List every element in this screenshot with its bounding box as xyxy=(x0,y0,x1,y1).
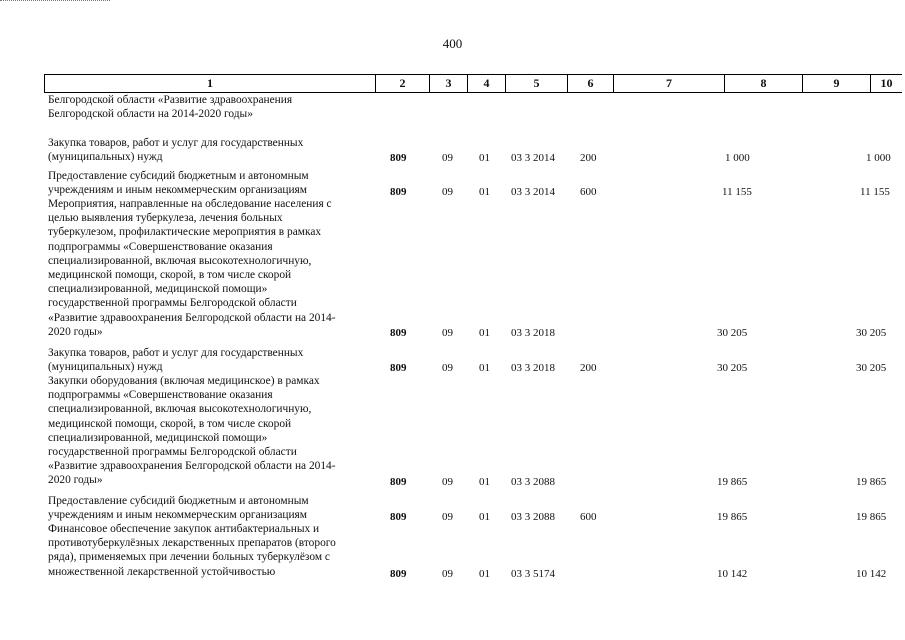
cell-code: 809 xyxy=(390,362,407,374)
cell-total: 19 865 xyxy=(856,511,887,523)
cell-section: 09 xyxy=(442,152,453,164)
cell-code: 809 xyxy=(390,152,407,164)
table-header xyxy=(44,74,902,93)
row-description: Белгородской области «Развитие здравоохранения Белгородской области на 2014-2020 годы» xyxy=(48,94,293,121)
cell-total: 30 205 xyxy=(856,362,887,374)
cell-sum: 30 205 xyxy=(717,327,748,339)
cell-section: 09 xyxy=(442,362,453,374)
row-description: Предоставление субсидий бюджетным и автономным учреждениям и иным некоммерческим организациям xyxy=(48,170,309,197)
scan-artifact-line xyxy=(0,0,110,3)
cell-total: 1 000 xyxy=(866,152,891,164)
cell-code: 809 xyxy=(390,568,407,580)
col-header-6: 6 xyxy=(568,75,614,92)
cell-section: 09 xyxy=(442,186,453,198)
cell-target: 03 3 2088 xyxy=(511,476,555,488)
cell-type: 200 xyxy=(580,362,597,374)
cell-sum: 19 865 xyxy=(717,511,748,523)
cell-sum: 11 155 xyxy=(722,186,752,198)
cell-total: 11 155 xyxy=(860,186,890,198)
cell-code: 809 xyxy=(390,327,407,339)
cell-target: 03 3 2014 xyxy=(511,186,555,198)
cell-type: 200 xyxy=(580,152,597,164)
row-description: Мероприятия, направленные на обследование населения с целью выявления туберкулеза, лечения больных туберкулезом, профилактические мероприятия в рамках подпрограммы «Совершенствование оказания специализированной, включая высокотехнологичную, медицинской помощи, скорой, в том числе скорой специализированной, медицинской помощи» государственной программы Белгородской области «Развитие здравоохранения Белгородской области на 2014- 2020 годы» xyxy=(48,198,336,338)
cell-section: 09 xyxy=(442,476,453,488)
col-header-4: 4 xyxy=(468,75,506,92)
row-description: Предоставление субсидий бюджетным и автономным учреждениям и иным некоммерческим организациям xyxy=(48,495,309,522)
cell-sum: 30 205 xyxy=(717,362,748,374)
col-header-7: 7 xyxy=(614,75,725,92)
cell-target: 03 3 2014 xyxy=(511,152,555,164)
cell-sum: 19 865 xyxy=(717,476,748,488)
cell-subsection: 01 xyxy=(479,152,490,164)
col-header-3: 3 xyxy=(430,75,468,92)
cell-target: 03 3 2018 xyxy=(511,327,555,339)
cell-subsection: 01 xyxy=(479,327,490,339)
cell-subsection: 01 xyxy=(479,476,490,488)
cell-subsection: 01 xyxy=(479,186,490,198)
row-description: Закупки оборудования (включая медицинское) в рамках подпрограммы «Совершенствование оказания специализированной, включая высокотехнологичную, медицинской помощи, скорой, в том числе скорой специализированной, медицинской помощи» государственной программы Белгородской области «Развитие здравоохранения Белгородской области на 2014- 2020 годы» xyxy=(48,375,336,487)
row-description: Финансовое обеспечение закупок антибактериальных и противотуберкулёзных лекарственных препаратов (второго ряда), применяемых при лечении больных туберкулёзом с множественной лекарственной устойчивостью xyxy=(48,523,336,578)
cell-target: 03 3 5174 xyxy=(511,568,555,580)
cell-section: 09 xyxy=(442,568,453,580)
row-description: Закупка товаров, работ и услуг для государственных (муниципальных) нужд xyxy=(48,347,304,374)
col-header-5: 5 xyxy=(506,75,568,92)
col-header-8: 8 xyxy=(725,75,803,92)
cell-total: 30 205 xyxy=(856,327,887,339)
row-description: Закупка товаров, работ и услуг для государственных (муниципальных) нужд xyxy=(48,137,304,164)
cell-subsection: 01 xyxy=(479,362,490,374)
col-header-2: 2 xyxy=(376,75,430,92)
cell-total: 10 142 xyxy=(856,568,887,580)
cell-code: 809 xyxy=(390,186,407,198)
cell-type: 600 xyxy=(580,186,597,198)
col-header-1: 1 xyxy=(45,75,376,92)
col-header-10: 10 xyxy=(880,76,893,90)
cell-target: 03 3 2018 xyxy=(511,362,555,374)
cell-total: 19 865 xyxy=(856,476,887,488)
page-number: 400 xyxy=(442,36,463,51)
cell-target: 03 3 2088 xyxy=(511,511,555,523)
cell-section: 09 xyxy=(442,327,453,339)
cell-type: 600 xyxy=(580,511,597,523)
cell-sum: 10 142 xyxy=(717,568,748,580)
cell-code: 809 xyxy=(390,476,407,488)
col-header-9: 9 xyxy=(803,75,871,92)
cell-code: 809 xyxy=(390,511,407,523)
cell-section: 09 xyxy=(442,511,453,523)
cell-subsection: 01 xyxy=(479,568,490,580)
cell-sum: 1 000 xyxy=(725,152,750,164)
cell-subsection: 01 xyxy=(479,511,490,523)
